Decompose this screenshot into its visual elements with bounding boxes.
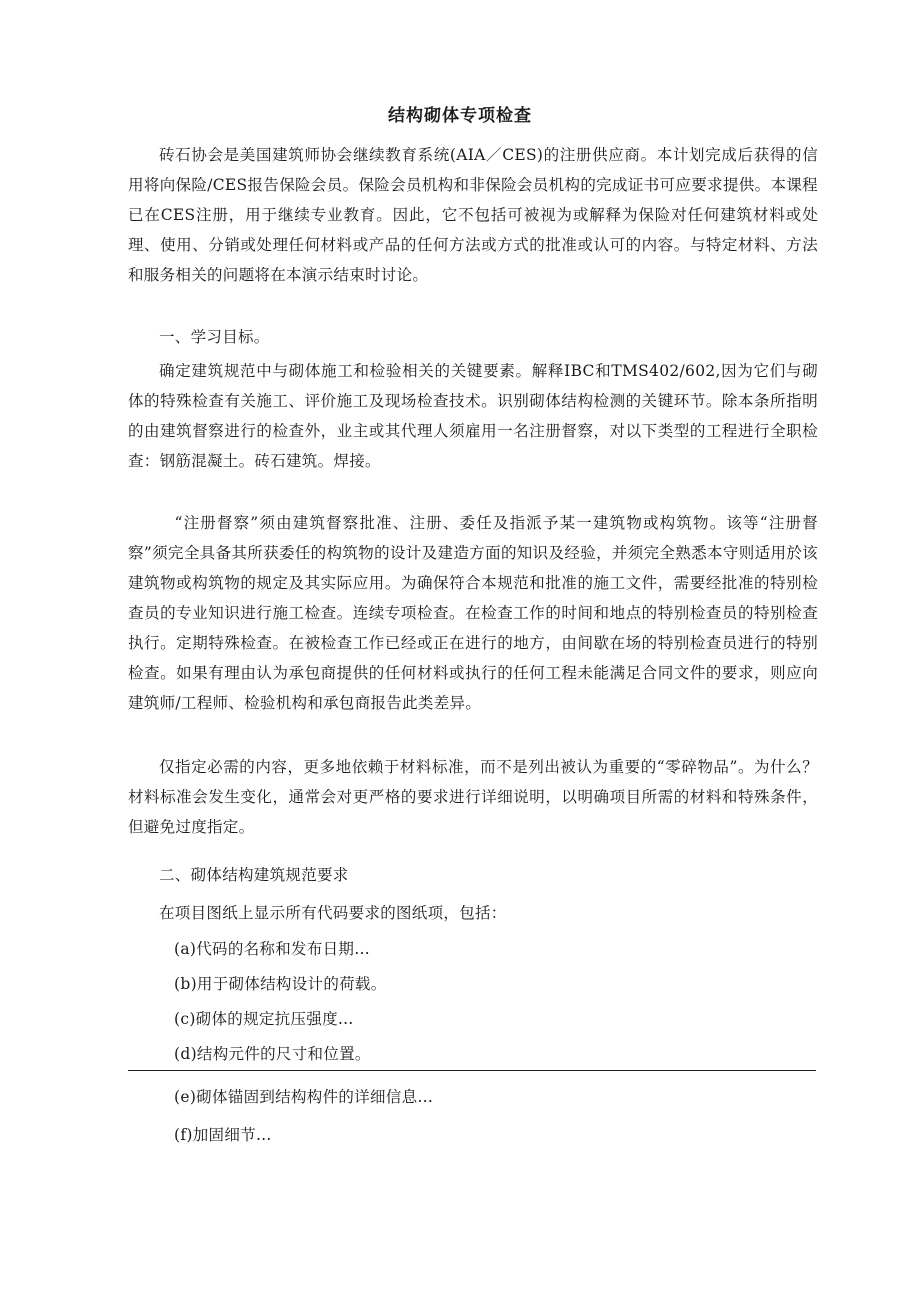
horizontal-rule xyxy=(128,1070,816,1071)
paragraph-specify-essentials: 仅指定必需的内容，更多地依赖于材料标准，而不是列出被认为重要的“零碎物品”。为什么？材料标准会发生变化，通常会对更严格的要求进行详细说明，以明确项目所需的材料和特殊条件，但避免过度指定。 xyxy=(128,758,818,836)
drawing-items-list xyxy=(174,934,387,1074)
drawing-items-list-continued xyxy=(174,1082,433,1158)
list-item: (a)代码的名称和发布日期… xyxy=(174,940,371,958)
list-item: (b)用于砌体结构设计的荷载。 xyxy=(174,975,387,993)
list-intro: 在项目图纸上显示所有代码要求的图纸项，包括： xyxy=(159,904,507,922)
list-item: (e)砌体锚固到结构构件的详细信息… xyxy=(174,1088,434,1106)
list-item: (d)结构元件的尺寸和位置。 xyxy=(174,1045,371,1063)
section-heading-code-requirements: 二、砌体结构建筑规范要求 xyxy=(159,866,349,884)
paragraph-registered-inspector: “注册督察”须由建筑督察批准、注册、委任及指派予某一建筑物或构筑物。该等“注册督察”须完全具备其所获委任的构筑物的设计及建造方面的知识及经验，并须完全熟悉本守则适用於该建筑物或构筑物的规定及其实际应用。为确保符合本规范和批准的施工文件，需要经批准的特别检查员的专业知识进行施工检查。连续专项检查。在检查工作的时间和地点的特别检查员的特别检查执行。定期特殊检查。在被检查工作已经或正在进行的地方，由间歇在场的特别检查员进行的特别检查。如果有理由认为承包商提供的任何材料或执行的任何工程未能满足合同文件的要求，则应向建筑师/工程师、检验机构和承包商报告此类差异。 xyxy=(128,514,818,712)
list-item: (c)砌体的规定抗压强度… xyxy=(174,1010,354,1028)
paragraph-aia-ces: 砖石协会是美国建筑师协会继续教育系统(AIA／CES)的注册供应商。本计划完成后获得的信用将向保险/CES报告保险会员。保险会员机构和非保险会员机构的完成证书可应要求提供。本课程已在CES注册，用于继续专业教育。因此，它不包括可被视为或解释为保险对任何建筑材料或处理、使用、分销或处理任何材料或产品的任何方法或方式的批准或认可的内容。与特定材料、方法和服务相关的问题将在本演示结束时讨论。 xyxy=(128,146,818,284)
list-item: (f)加固细节… xyxy=(174,1126,272,1144)
paragraph-objectives: 确定建筑规范中与砌体施工和检验相关的关键要素。解释IBC和TMS402/602,因为它们与砌体的特殊检查有关施工、评价施工及现场检查技术。识别砌体结构检测的关键环节。除本条所指明的由建筑督察进行的检查外，业主或其代理人须雇用一名注册督察，对以下类型的工程进行全职检查：钢筋混凝土。砖石建筑。焊接。 xyxy=(128,362,818,470)
document-title: 结构砌体专项检查 xyxy=(388,106,532,126)
section-heading-learning-objectives: 一、学习目标。 xyxy=(159,328,270,346)
